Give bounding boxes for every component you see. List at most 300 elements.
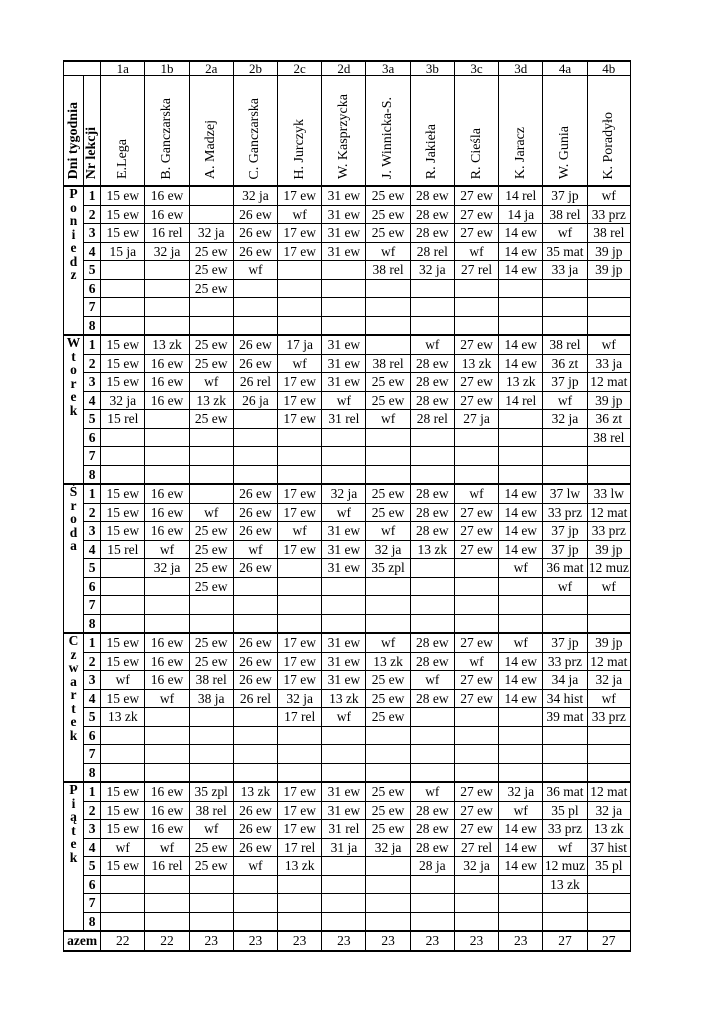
teacher-name: W. Kasprzycka [335, 94, 351, 180]
lesson-cell [322, 279, 366, 298]
lesson-row [64, 428, 631, 447]
lesson-cell: 15 ew [101, 782, 145, 801]
lesson-cell: wf [587, 577, 630, 596]
lesson-cell: 31 ew [322, 354, 366, 373]
total-value: 23 [233, 931, 277, 951]
lesson-cell: 38 rel [543, 335, 587, 354]
class-label: 3d [499, 61, 543, 76]
lesson-cell: 28 ew [410, 224, 454, 243]
lesson-cell: 13 zk [366, 652, 410, 671]
day-name-cell [64, 484, 84, 633]
lesson-cell [145, 428, 189, 447]
day-letter: a [70, 673, 77, 689]
lesson-cell: wf [322, 708, 366, 727]
lesson-cell: 26 rel [233, 373, 277, 392]
lesson-cell: 33 lw [587, 484, 630, 503]
lesson-cell [233, 577, 277, 596]
lesson-cell [543, 726, 587, 745]
lesson-cell: wf [454, 242, 498, 261]
lesson-number: 2 [84, 652, 101, 671]
lesson-cell [278, 614, 322, 633]
lesson-cell [322, 763, 366, 782]
lesson-cell: 15 ew [101, 503, 145, 522]
lesson-cell: 25 ew [189, 354, 233, 373]
lesson-cell [543, 614, 587, 633]
lesson-cell: 28 ew [410, 484, 454, 503]
day-letter: t [71, 348, 76, 364]
lesson-cell [454, 726, 498, 745]
lesson-number: 6 [84, 577, 101, 596]
lesson-cell: 14 ew [499, 335, 543, 354]
lesson-cell: 25 ew [189, 410, 233, 429]
total-value: 22 [145, 931, 189, 951]
lesson-cell [189, 447, 233, 466]
lesson-cell: 27 ew [454, 801, 498, 820]
lesson-cell: 27 ew [454, 186, 498, 205]
lesson-cell: wf [233, 261, 277, 280]
lesson-cell [145, 279, 189, 298]
lesson-cell [322, 261, 366, 280]
lesson-cell [233, 316, 277, 335]
lesson-cell: 13 zk [189, 391, 233, 410]
teacher-name: K. Poradyło [600, 111, 616, 180]
lesson-row [64, 224, 631, 243]
lesson-row [64, 875, 631, 894]
lesson-cell [587, 726, 630, 745]
lesson-cell: 37 jp [543, 540, 587, 559]
lesson-cell [189, 316, 233, 335]
day-letter: e [70, 714, 77, 729]
lesson-cell: 14 ew [499, 652, 543, 671]
lesson-cell: 15 ew [101, 522, 145, 541]
lesson-cell: 13 zk [543, 875, 587, 894]
lesson-row [64, 335, 631, 354]
lesson-cell [543, 763, 587, 782]
lesson-cell [410, 428, 454, 447]
lesson-cell [499, 596, 543, 615]
lesson-row [64, 633, 631, 652]
day-letter: r [70, 497, 77, 513]
lesson-cell: 31 ew [322, 671, 366, 690]
lesson-cell [454, 912, 498, 931]
lesson-cell [101, 894, 145, 913]
lesson-cell: 25 ew [366, 708, 410, 727]
lesson-cell: wf [366, 410, 410, 429]
day-letter: t [71, 822, 76, 838]
schedule-table [63, 60, 631, 952]
lesson-cell: wf [189, 373, 233, 392]
lesson-cell: 31 ew [322, 186, 366, 205]
lesson-cell [454, 614, 498, 633]
lesson-cell: 28 ew [410, 373, 454, 392]
day-letter: z [70, 267, 77, 282]
lesson-number: 8 [84, 614, 101, 633]
lesson-cell [145, 465, 189, 484]
lesson-cell [499, 763, 543, 782]
lesson-cell [278, 894, 322, 913]
lesson-cell: 36 mat [543, 782, 587, 801]
lesson-cell [454, 745, 498, 764]
lesson-cell: 28 ew [410, 633, 454, 652]
lesson-cell [410, 912, 454, 931]
lesson-cell: 14 ew [499, 484, 543, 503]
lesson-cell: 17 ew [278, 540, 322, 559]
lesson-cell [322, 465, 366, 484]
lesson-row [64, 894, 631, 913]
lesson-cell: 39 jp [587, 242, 630, 261]
lesson-cell: 16 ew [145, 671, 189, 690]
lesson-cell [145, 261, 189, 280]
class-label: 4b [587, 61, 630, 76]
lesson-row [64, 391, 631, 410]
lesson-number: 7 [84, 447, 101, 466]
lesson-cell: 16 ew [145, 782, 189, 801]
lesson-cell: wf [499, 801, 543, 820]
lesson-cell [145, 894, 189, 913]
lesson-cell: wf [543, 577, 587, 596]
lesson-cell [366, 912, 410, 931]
total-value: 23 [454, 931, 498, 951]
lesson-cell: 27 ew [454, 540, 498, 559]
lesson-cell: wf [454, 484, 498, 503]
day-letter: a [70, 538, 77, 553]
lesson-cell [233, 428, 277, 447]
lesson-cell: 14 ew [499, 354, 543, 373]
lesson-cell [366, 447, 410, 466]
lesson-cell: 14 ew [499, 838, 543, 857]
lesson-cell: 27 ew [454, 224, 498, 243]
lesson-cell: 15 rel [101, 410, 145, 429]
lesson-cell: 31 ew [322, 652, 366, 671]
day-letter: ą [70, 809, 77, 824]
lesson-number: 4 [84, 838, 101, 857]
lesson-cell: 26 ew [233, 224, 277, 243]
day-letter: Ś [69, 484, 78, 499]
lesson-number: 4 [84, 540, 101, 559]
lesson-cell [587, 763, 630, 782]
lesson-row [64, 838, 631, 857]
lesson-cell: 25 ew [366, 484, 410, 503]
lesson-cell: 17 ew [278, 224, 322, 243]
lesson-row [64, 373, 631, 392]
lesson-cell [189, 875, 233, 894]
lesson-cell: 25 ew [366, 801, 410, 820]
class-label: 2b [233, 61, 277, 76]
lesson-cell: 32 ja [189, 224, 233, 243]
lesson-cell: 17 rel [278, 838, 322, 857]
lesson-cell [410, 726, 454, 745]
lesson-cell [145, 298, 189, 317]
teacher-name: H. Jurczyk [291, 118, 307, 180]
day-letter: w [68, 660, 79, 675]
lesson-cell: 28 rel [410, 410, 454, 429]
teacher-cell [366, 76, 410, 187]
lesson-cell [410, 559, 454, 578]
teacher-name: E.Lega [114, 139, 130, 180]
total-value: 23 [278, 931, 322, 951]
lesson-cell: 26 ew [233, 242, 277, 261]
lesson-cell [499, 726, 543, 745]
lesson-cell [233, 745, 277, 764]
lesson-cell: 38 rel [189, 671, 233, 690]
lesson-cell: 17 ew [278, 391, 322, 410]
lesson-cell [278, 763, 322, 782]
lesson-cell [366, 857, 410, 876]
lesson-cell: 14 ew [499, 242, 543, 261]
lesson-cell: 35 zpl [366, 559, 410, 578]
lesson-cell: 32 ja [101, 391, 145, 410]
lesson-cell: 38 ja [189, 689, 233, 708]
lesson-cell: 33 ja [543, 261, 587, 280]
lesson-cell: 14 ew [499, 503, 543, 522]
lesson-row [64, 540, 631, 559]
lesson-number: 2 [84, 354, 101, 373]
lesson-cell: 15 ew [101, 484, 145, 503]
day-letter: o [70, 362, 77, 377]
lesson-number: 8 [84, 465, 101, 484]
lesson-cell: 25 ew [189, 857, 233, 876]
lesson-cell: 13 zk [410, 540, 454, 559]
class-label: 2a [189, 61, 233, 76]
lesson-cell: 14 rel [499, 186, 543, 205]
lesson-cell [145, 745, 189, 764]
lesson-row [64, 261, 631, 280]
lesson-cell: 38 rel [587, 224, 630, 243]
lesson-number: 2 [84, 503, 101, 522]
lesson-row [64, 782, 631, 801]
lesson-cell: 25 ew [189, 633, 233, 652]
lesson-cell: 15 ew [101, 801, 145, 820]
lesson-cell: 35 pl [543, 801, 587, 820]
lesson-cell: 17 ew [278, 373, 322, 392]
day-header-cell [64, 76, 84, 187]
lesson-number: 5 [84, 559, 101, 578]
corner-cell [64, 61, 101, 76]
lesson-row [64, 559, 631, 578]
lesson-cell [101, 279, 145, 298]
lesson-cell [587, 912, 630, 931]
teacher-cell [543, 76, 587, 187]
lesson-cell: 31 ew [322, 782, 366, 801]
lesson-cell: 27 ew [454, 820, 498, 839]
teacher-name: R. Cieśla [468, 128, 484, 180]
day-letter: d [69, 253, 78, 269]
lesson-row [64, 652, 631, 671]
lesson-cell: 27 ew [454, 335, 498, 354]
lesson-cell: wf [189, 820, 233, 839]
lesson-cell: wf [366, 522, 410, 541]
lesson-cell: 27 ew [454, 503, 498, 522]
class-label: 2d [322, 61, 366, 76]
lesson-cell [233, 279, 277, 298]
lesson-cell: 25 ew [366, 186, 410, 205]
day-name-cell [64, 186, 84, 335]
lesson-row [64, 354, 631, 373]
lesson-cell: 16 ew [145, 503, 189, 522]
lesson-cell [410, 316, 454, 335]
lesson-row [64, 671, 631, 690]
lesson-number: 3 [84, 820, 101, 839]
lesson-row [64, 614, 631, 633]
lesson-number: 5 [84, 857, 101, 876]
lesson-cell [587, 875, 630, 894]
lesson-number: 1 [84, 186, 101, 205]
lesson-cell: wf [587, 186, 630, 205]
lesson-cell [543, 316, 587, 335]
teacher-name: R. Jakieła [424, 124, 440, 180]
lesson-cell [278, 875, 322, 894]
lesson-cell: 15 ew [101, 652, 145, 671]
lesson-cell: 15 ew [101, 205, 145, 224]
lesson-cell: 13 zk [322, 689, 366, 708]
lesson-cell [366, 745, 410, 764]
day-letter: n [69, 213, 78, 228]
lesson-cell: wf [233, 857, 277, 876]
lesson-cell: 27 ew [454, 671, 498, 690]
lesson-cell: 17 ew [278, 652, 322, 671]
lesson-number: 2 [84, 205, 101, 224]
lesson-cell [543, 596, 587, 615]
teacher-cell [278, 76, 322, 187]
lesson-cell: 31 ew [322, 633, 366, 652]
lesson-cell: 32 ja [410, 261, 454, 280]
lesson-cell: 27 ew [454, 689, 498, 708]
lesson-cell [145, 596, 189, 615]
day-letter: e [70, 240, 77, 255]
lesson-cell [410, 279, 454, 298]
lesson-cell [410, 447, 454, 466]
lesson-cell [322, 857, 366, 876]
lesson-cell: 25 ew [366, 205, 410, 224]
lesson-row [64, 726, 631, 745]
lesson-number: 8 [84, 912, 101, 931]
lesson-row [64, 186, 631, 205]
lesson-cell: 26 ew [233, 559, 277, 578]
lesson-cell [543, 465, 587, 484]
lesson-cell [189, 614, 233, 633]
lesson-cell: 39 jp [587, 633, 630, 652]
lesson-cell [189, 205, 233, 224]
lesson-cell: 14 ew [499, 857, 543, 876]
lesson-cell [278, 279, 322, 298]
lesson-cell: wf [499, 559, 543, 578]
lesson-cell [410, 298, 454, 317]
lesson-cell [322, 577, 366, 596]
lesson-cell [366, 894, 410, 913]
lesson-row [64, 522, 631, 541]
class-header-row [64, 61, 631, 76]
lesson-cell: 25 ew [189, 838, 233, 857]
lesson-cell [366, 298, 410, 317]
lesson-cell: 37 jp [543, 633, 587, 652]
lesson-cell [543, 298, 587, 317]
lesson-cell [189, 763, 233, 782]
lesson-cell [587, 447, 630, 466]
lesson-cell: 17 ew [278, 186, 322, 205]
lesson-cell: 35 zpl [189, 782, 233, 801]
lesson-cell [101, 763, 145, 782]
lesson-cell [101, 559, 145, 578]
lesson-cell: 32 ja [278, 689, 322, 708]
lesson-cell [278, 596, 322, 615]
lesson-cell [189, 912, 233, 931]
total-value: 27 [543, 931, 587, 951]
lesson-cell [454, 894, 498, 913]
lesson-cell [410, 894, 454, 913]
lesson-cell [499, 298, 543, 317]
lesson-cell: 28 ew [410, 186, 454, 205]
lesson-cell [233, 596, 277, 615]
teacher-name: W. Gunia [556, 126, 572, 180]
lesson-cell: 28 ew [410, 391, 454, 410]
lesson-cell [278, 912, 322, 931]
lesson-header-label: Nr lekcji [84, 127, 100, 180]
lesson-cell: 27 rel [454, 838, 498, 857]
lesson-cell: 17 ew [278, 242, 322, 261]
lesson-cell: 17 rel [278, 708, 322, 727]
lesson-cell: 15 ew [101, 820, 145, 839]
lesson-cell: 26 ew [233, 801, 277, 820]
lesson-cell: 14 ew [499, 522, 543, 541]
lesson-cell [366, 577, 410, 596]
lesson-cell [322, 614, 366, 633]
lesson-number: 6 [84, 875, 101, 894]
lesson-cell: 27 ew [454, 633, 498, 652]
lesson-cell [101, 298, 145, 317]
day-name-cell [64, 335, 84, 484]
lesson-cell: 17 ew [278, 484, 322, 503]
lesson-cell: 27 rel [454, 261, 498, 280]
lesson-cell: 26 ew [233, 633, 277, 652]
day-letter: o [70, 511, 77, 526]
lesson-cell: 39 jp [587, 540, 630, 559]
lesson-cell: 16 ew [145, 205, 189, 224]
lesson-cell [233, 614, 277, 633]
lesson-cell: 37 lw [543, 484, 587, 503]
lesson-cell: 27 ew [454, 373, 498, 392]
lesson-cell [454, 316, 498, 335]
lesson-cell [278, 559, 322, 578]
lesson-cell [454, 428, 498, 447]
day-letter: k [69, 727, 78, 743]
lesson-cell [101, 745, 145, 764]
lesson-cell [101, 261, 145, 280]
lesson-cell: 16 ew [145, 391, 189, 410]
lesson-row [64, 447, 631, 466]
lesson-cell [454, 596, 498, 615]
lesson-number: 5 [84, 261, 101, 280]
lesson-cell: 31 ew [322, 559, 366, 578]
lesson-cell: 26 rel [233, 689, 277, 708]
lesson-cell: wf [101, 838, 145, 857]
lesson-cell: 17 ew [278, 820, 322, 839]
lesson-cell: 38 rel [189, 801, 233, 820]
lesson-row [64, 912, 631, 931]
lesson-number: 1 [84, 484, 101, 503]
day-name-cell [64, 633, 84, 782]
lesson-cell [366, 875, 410, 894]
lesson-cell [499, 316, 543, 335]
lesson-cell: 32 ja [587, 671, 630, 690]
lesson-cell [322, 428, 366, 447]
totals-label: azem [64, 931, 101, 951]
lesson-cell [101, 577, 145, 596]
lesson-number: 6 [84, 428, 101, 447]
lesson-cell [233, 298, 277, 317]
class-label: 3c [454, 61, 498, 76]
lesson-cell: 14 ew [499, 540, 543, 559]
lesson-cell [145, 726, 189, 745]
